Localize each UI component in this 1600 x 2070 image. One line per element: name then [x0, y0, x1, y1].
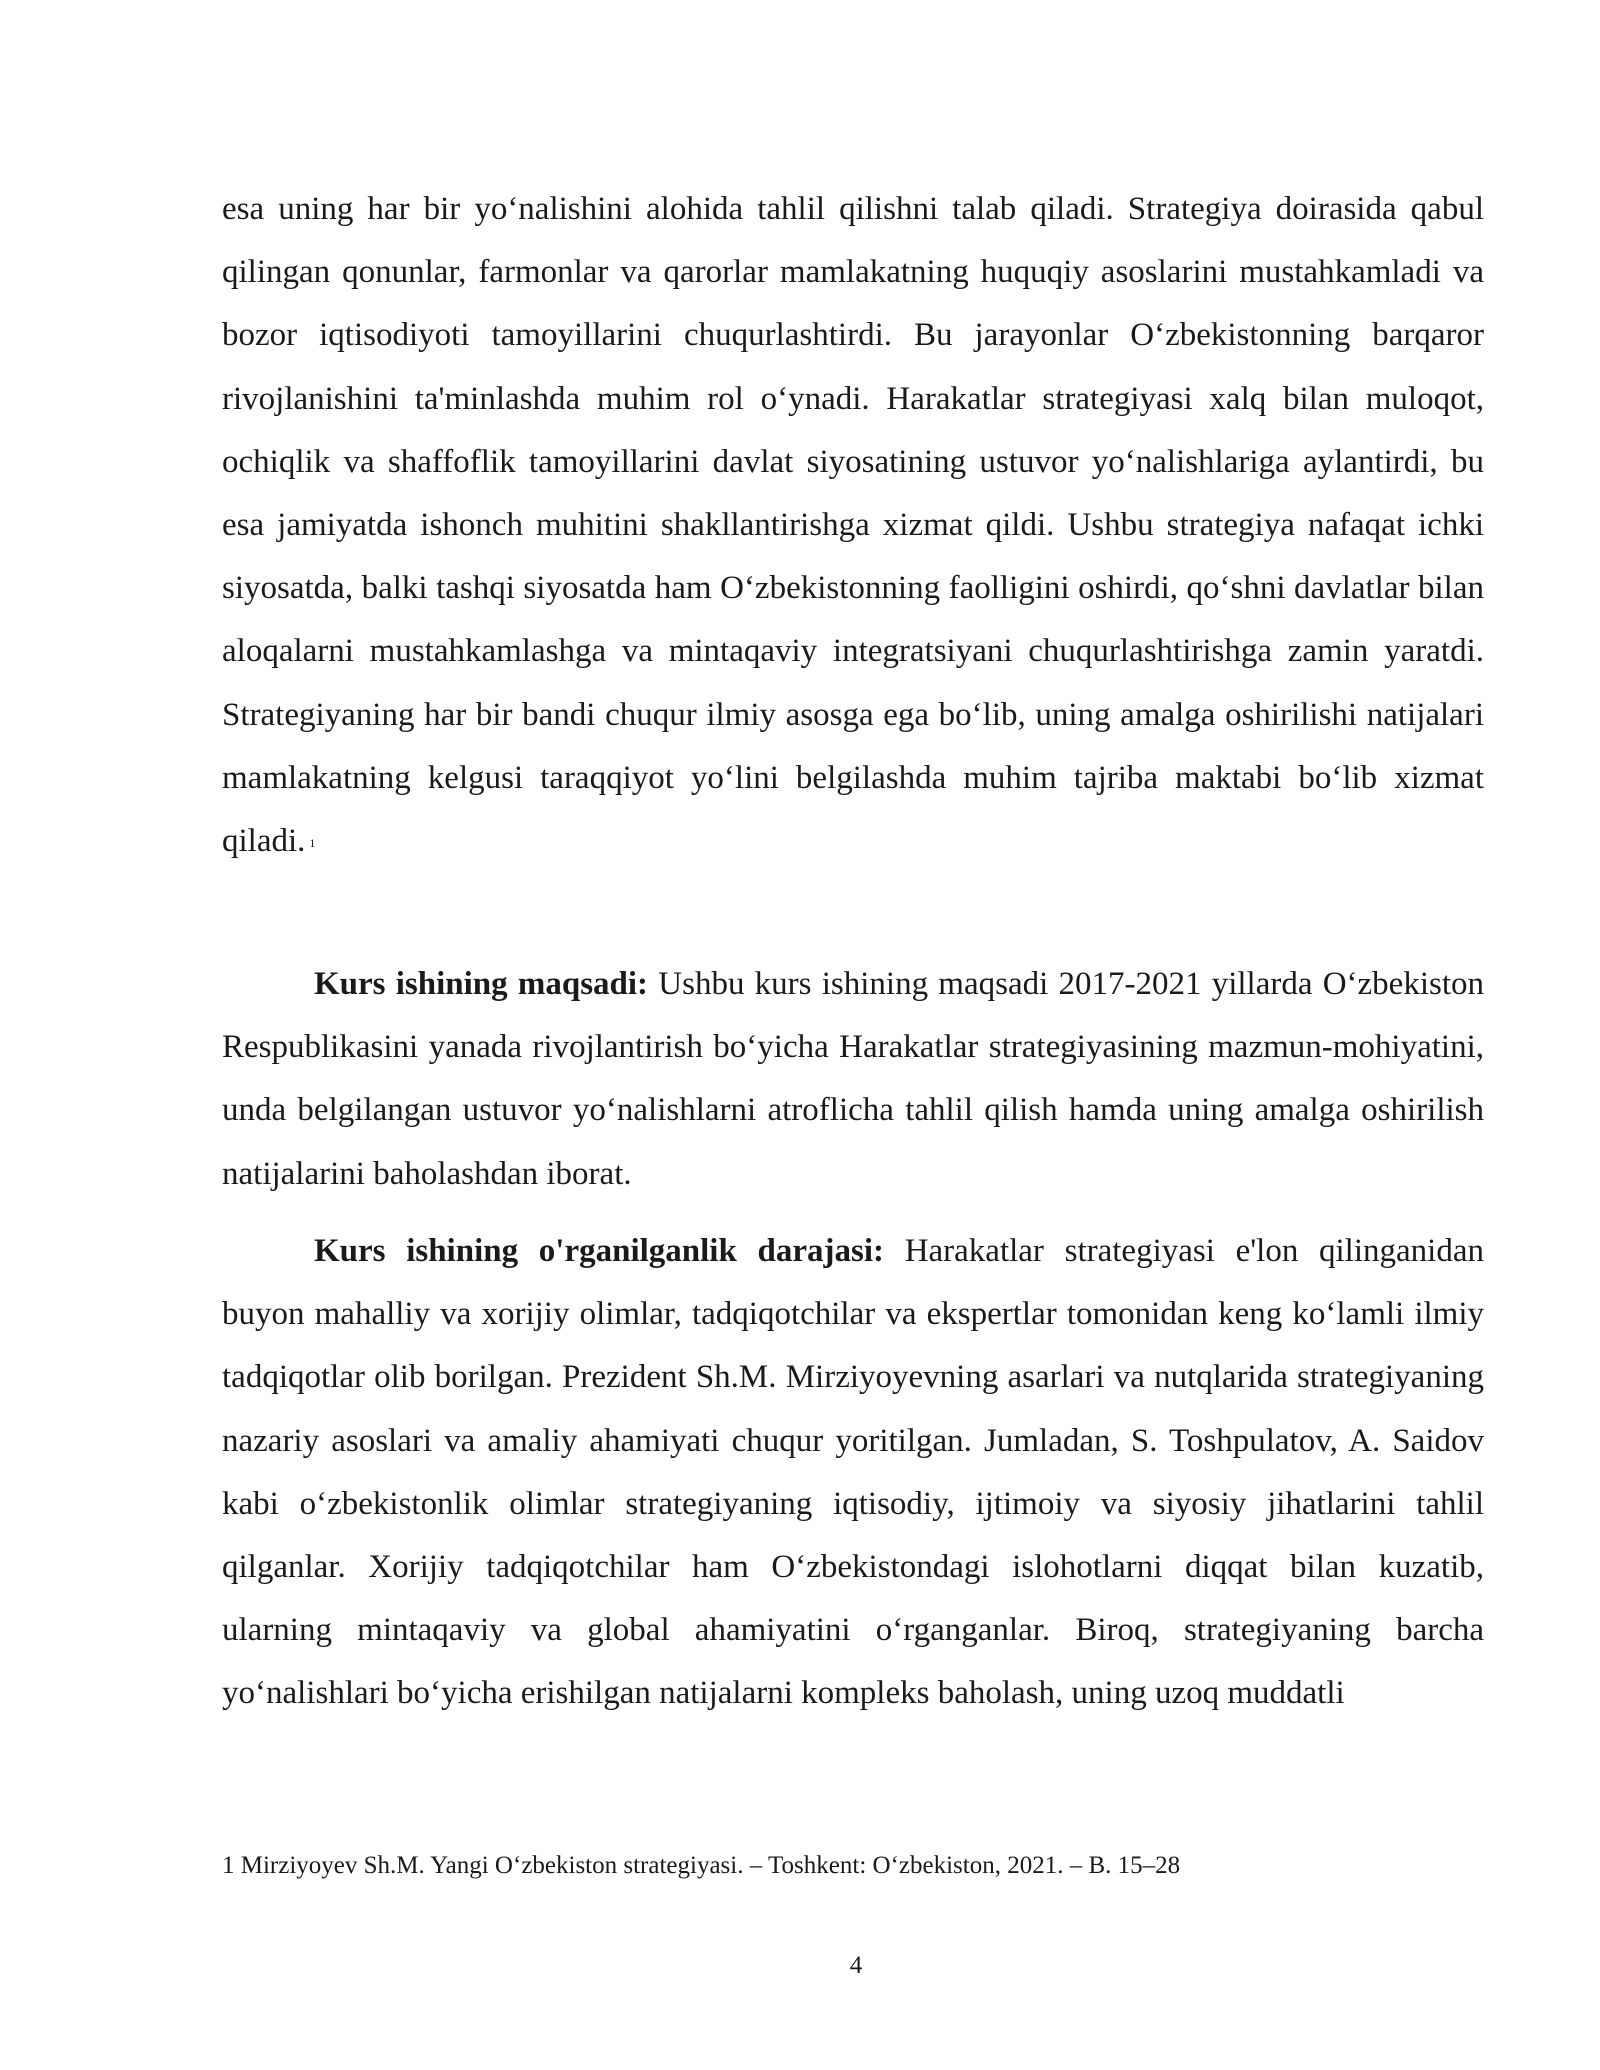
footnote-number: 1: [222, 1852, 235, 1879]
page-number: 4: [849, 1952, 863, 1979]
paragraph-heading-goal: Kurs ishining maqsadi:: [314, 966, 649, 1002]
paragraph-heading-study-level: Kurs ishining o'rganilganlik darajasi:: [314, 1233, 884, 1269]
paragraph-text: Ushbu kurs ishining maqsadi 2017-2021 yillarda O‘zbekiston Respublikasini yanada rivojlantirish bo‘yicha Harakatlar strategiyasining mazmun-mohiyatini, unda belgilangan ustuvor yo‘nalishlarni atroflicha tahlil qilish hamda uning amalga oshirilish natijalarini baholashdan iborat.: [222, 966, 1484, 1192]
paragraph-study-level: [222, 1220, 1484, 1726]
footnote-reference: 1: [309, 836, 316, 851]
footnote-text: Mirziyoyev Sh.M. Yangi O‘zbekiston strategiyasi. – Toshkent: O‘zbekiston, 2021. – B. 15–28: [240, 1852, 1181, 1879]
paragraph-course-goal: [222, 953, 1484, 1206]
paragraph-text: Harakatlar strategiyasi e'lon qilinganidan buyon mahalliy va xorijiy olimlar, tadqiqotchilar va ekspertlar tomonidan keng ko‘lamli ilmiy tadqiqotlar olib borilgan. Prezident Sh.M. Mirziyoyevning asarlari va nutqlarida strategiyaning nazariy asoslari va amaliy ahamiyati chuqur yoritilgan. Jumladan, S. Toshpulatov, A. Saidov kabi o‘zbekistonlik olimlar strategiyaning iqtisodiy, ijtimoiy va siyosiy jihatlarini tahlil qilganlar. Xorijiy tadqiqotchilar ham O‘zbekistondagi islohotlarni diqqat bilan kuzatib, ularning mintaqaviy va global ahamiyatini o‘rganganlar. Biroq, strategiyaning barcha yo‘nalishlari bo‘yicha erishilgan natijalarni kompleks baholash, uning uzoq muddatli: [222, 1233, 1484, 1712]
paragraph-text: esa uning har bir yo‘nalishini alohida tahlil qilishni talab qiladi. Strategiya doirasida qabul qilingan qonunlar, farmonlar va qarorlar mamlakatning huquqiy asoslarini mustahkamladi va bozor iqtisodiyoti tamoyillarini chuqurlashtirdi. Bu jarayonlar O‘zbekistonning barqaror rivojlanishini ta'minlashda muhim rol o‘ynadi. Harakatlar strategiyasi xalq bilan muloqot, ochiqlik va shaffoflik tamoyillarini davlat siyosatining ustuvor yo‘nalishlariga aylantirdi, bu esa jamiyatda ishonch muhitini shakllantirishga xizmat qildi. Ushbu strategiya nafaqat ichki siyosatda, balki tashqi siyosatda ham O‘zbekistonning faolligini oshirdi, qo‘shni davlatlar bilan aloqalarni mustahkamlashga va mintaqaviy integratsiyani chuqurlashtirishga zamin yaratdi. Strategiyaning har bir bandi chuqur ilmiy asosga ega bo‘lib, uning amalga oshirilishi natijalari mamlakatning kelgusi taraqqiyot yo‘lini belgilashda muhim tajriba maktabi bo‘lib xizmat qiladi.: [222, 191, 1484, 860]
paragraph-strategy-overview: [222, 178, 1484, 875]
footnote: [222, 1850, 1484, 1882]
